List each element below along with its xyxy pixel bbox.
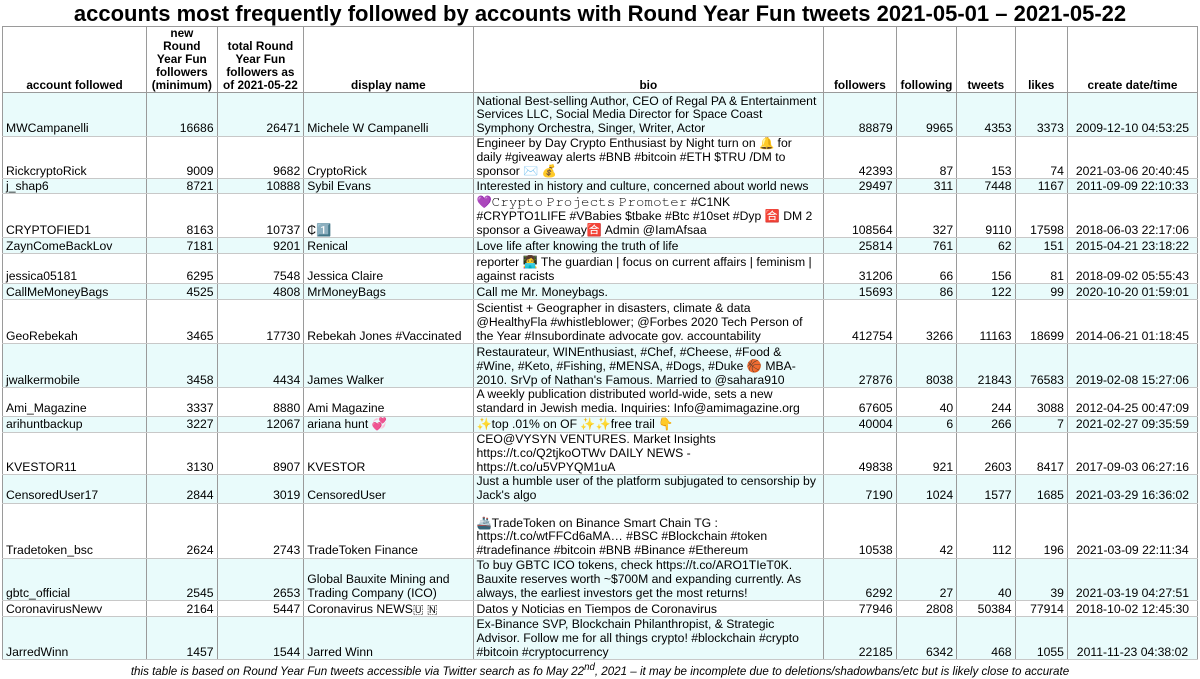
cell-display-name: Rebekah Jones #Vaccinated <box>304 300 473 344</box>
cell-bio: ✨top .01% on OF ✨✨free trail 👇 <box>473 416 824 432</box>
cell-account: jwalkermobile <box>3 344 147 388</box>
cell-likes: 8417 <box>1015 432 1067 474</box>
col-header-bio: bio <box>473 27 824 93</box>
cell-tweets: 4353 <box>957 93 1015 137</box>
cell-likes: 77914 <box>1015 601 1067 617</box>
cell-total-followers: 4434 <box>217 344 304 388</box>
cell-bio: 🚢TradeToken on Binance Smart Chain TG : https://t.co/wtFFCd6aMA… #BSC #Blockchain #token #tradefinance #bitcoin #BNB #Binance #Ethereum <box>473 503 824 558</box>
cell-new-followers: 3458 <box>147 344 218 388</box>
cell-tweets: 122 <box>957 284 1015 300</box>
cell-likes: 7 <box>1015 416 1067 432</box>
cell-following: 327 <box>896 194 956 238</box>
cell-create-date: 2020-10-20 01:59:01 <box>1067 284 1197 300</box>
col-header-total-followers: total Round Year Fun followers as of 2021-05-22 <box>217 27 304 93</box>
cell-tweets: 1577 <box>957 475 1015 504</box>
table-row <box>3 194 1198 238</box>
cell-followers: 22185 <box>824 617 897 660</box>
cell-tweets: 2603 <box>957 432 1015 474</box>
cell-create-date: 2021-03-06 20:40:45 <box>1067 137 1197 179</box>
cell-account: CensoredUser17 <box>3 475 147 504</box>
cell-create-date: 2009-12-10 04:53:25 <box>1067 93 1197 137</box>
cell-bio: reporter 👩‍💻 The guardian | focus on current affairs | feminism | against racists <box>473 254 824 284</box>
cell-account: ZaynComeBackLov <box>3 238 147 254</box>
cell-new-followers: 3465 <box>147 300 218 344</box>
cell-tweets: 112 <box>957 503 1015 558</box>
cell-followers: 67605 <box>824 388 897 417</box>
cell-followers: 10538 <box>824 503 897 558</box>
cell-display-name: ariana hunt 💞 <box>304 416 473 432</box>
table-row <box>3 344 1198 388</box>
cell-bio: Engineer by Day Crypto Enthusiast by Night turn on 🔔 for daily #giveaway alerts #BNB #bitcoin #ETH $TRU /DM to sponsor ✉️ 💰 <box>473 137 824 179</box>
cell-likes: 3088 <box>1015 388 1067 417</box>
cell-following: 3266 <box>896 300 956 344</box>
table-row <box>3 601 1198 617</box>
cell-display-name: CryptoRick <box>304 137 473 179</box>
table-row <box>3 254 1198 284</box>
page-title: accounts most frequently followed by accounts with Round Year Fun tweets 2021-05-01 – 2021-05-22 <box>73 1 1127 26</box>
cell-likes: 3373 <box>1015 93 1067 137</box>
cell-display-name: CensoredUser <box>304 475 473 504</box>
cell-account: arihuntbackup <box>3 416 147 432</box>
cell-likes: 196 <box>1015 503 1067 558</box>
cell-followers: 15693 <box>824 284 897 300</box>
cell-following: 87 <box>896 137 956 179</box>
cell-total-followers: 4808 <box>217 284 304 300</box>
table-row <box>3 300 1198 344</box>
cell-display-name: Coronavirus NEWS🇺 🇳 <box>304 601 473 617</box>
cell-likes: 1685 <box>1015 475 1067 504</box>
cell-account: GeoRebekah <box>3 300 147 344</box>
cell-new-followers: 2545 <box>147 558 218 600</box>
cell-display-name: KVESTOR <box>304 432 473 474</box>
cell-create-date: 2017-09-03 06:27:16 <box>1067 432 1197 474</box>
table-row <box>3 93 1198 137</box>
cell-new-followers: 1457 <box>147 617 218 660</box>
cell-tweets: 7448 <box>957 179 1015 194</box>
cell-tweets: 21843 <box>957 344 1015 388</box>
cell-following: 921 <box>896 432 956 474</box>
cell-display-name: Global Bauxite Mining and Trading Company (ICO) <box>304 558 473 600</box>
cell-new-followers: 6295 <box>147 254 218 284</box>
cell-following: 6342 <box>896 617 956 660</box>
cell-account: CoronavirusNewv <box>3 601 147 617</box>
footnote-text-after: , 2021 – it may be incomplete due to deletions/shadowbans/etc but is likely close to accurate <box>594 665 1070 679</box>
cell-bio: To buy GBTC ICO tokens, check https://t.co/ARO1TIeT0K. Bauxite reserves worth ~$700M and expanding currently. As always, the earliest investors get the most returns! <box>473 558 824 600</box>
table-row <box>3 137 1198 179</box>
cell-new-followers: 16686 <box>147 93 218 137</box>
col-header-new-followers: new Round Year Fun followers (minimum) <box>147 27 218 93</box>
cell-account: jessica05181 <box>3 254 147 284</box>
cell-bio: Restaurateur, WINEnthusiast, #Chef, #Cheese, #Food & #Wine, #Keto, #Fishing, #MENSA, #Dogs, #Duke 🏀 MBA-2010. SrVp of Nathan's Famous. Married to @sahara910 <box>473 344 824 388</box>
cell-account: RickcryptoRick <box>3 137 147 179</box>
cell-followers: 88879 <box>824 93 897 137</box>
col-header-followers: followers <box>824 27 897 93</box>
cell-account: CRYPTOFIED1 <box>3 194 147 238</box>
cell-bio: Love life after knowing the truth of life <box>473 238 824 254</box>
cell-account: Ami_Magazine <box>3 388 147 417</box>
cell-tweets: 156 <box>957 254 1015 284</box>
cell-likes: 1055 <box>1015 617 1067 660</box>
cell-display-name: James Walker <box>304 344 473 388</box>
cell-new-followers: 2164 <box>147 601 218 617</box>
table-row <box>3 388 1198 417</box>
cell-likes: 99 <box>1015 284 1067 300</box>
cell-bio: 💜𝙲𝚛𝚢𝚙𝚝𝚘 𝙿𝚛𝚘𝚓𝚎𝚌𝚝𝚜 𝙿𝚛𝚘𝚖𝚘𝚝𝚎𝚛 #C1NK #CRYPTO1LIFE #VBabies $tbake #Btc #10set #Dyp 🈴 DM 2 sponsor a Giveaway🈴 Admin @IamAfsaa <box>473 194 824 238</box>
table-row <box>3 416 1198 432</box>
cell-followers: 6292 <box>824 558 897 600</box>
cell-create-date: 2018-06-03 22:17:06 <box>1067 194 1197 238</box>
cell-followers: 77946 <box>824 601 897 617</box>
cell-bio: Just a humble user of the platform subjugated to censorship by Jack's algo <box>473 475 824 504</box>
col-header-likes: likes <box>1015 27 1067 93</box>
cell-display-name: Jarred Winn <box>304 617 473 660</box>
cell-create-date: 2014-06-21 01:18:45 <box>1067 300 1197 344</box>
cell-new-followers: 2624 <box>147 503 218 558</box>
table-row <box>3 475 1198 504</box>
cell-bio: CEO@VYSYN VENTURES. Market Insights https://t.co/Q2tjkoOTWv DAILY NEWS - https://t.co/u5VPYQM1uA <box>473 432 824 474</box>
cell-tweets: 153 <box>957 137 1015 179</box>
cell-bio: Scientist + Geographer in disasters, climate & data @HealthyFla #whistleblower; @Forbes 2020 Tech Person of the Year #Insubordinate advocate gov. accountability <box>473 300 824 344</box>
cell-likes: 76583 <box>1015 344 1067 388</box>
cell-new-followers: 3227 <box>147 416 218 432</box>
cell-new-followers: 7181 <box>147 238 218 254</box>
cell-total-followers: 17730 <box>217 300 304 344</box>
cell-new-followers: 2844 <box>147 475 218 504</box>
cell-total-followers: 10737 <box>217 194 304 238</box>
cell-create-date: 2021-03-19 04:27:51 <box>1067 558 1197 600</box>
cell-create-date: 2011-11-23 04:38:02 <box>1067 617 1197 660</box>
cell-bio: National Best-selling Author, CEO of Regal PA & Entertainment Services LLC, Social Media Director for Space Coast Symphony Orchestra, Singer, Writer, Actor <box>473 93 824 137</box>
cell-likes: 1167 <box>1015 179 1067 194</box>
cell-following: 2808 <box>896 601 956 617</box>
col-header-account: account followed <box>3 27 147 93</box>
table-row <box>3 238 1198 254</box>
footnote-text-before: this table is based on Round Year Fun tweets accessible via Twitter search as fo May 22 <box>130 665 585 679</box>
cell-new-followers: 3337 <box>147 388 218 417</box>
cell-total-followers: 9201 <box>217 238 304 254</box>
cell-followers: 40004 <box>824 416 897 432</box>
cell-tweets: 9110 <box>957 194 1015 238</box>
cell-total-followers: 3019 <box>217 475 304 504</box>
cell-followers: 49838 <box>824 432 897 474</box>
table-row <box>3 432 1198 474</box>
cell-followers: 29497 <box>824 179 897 194</box>
cell-create-date: 2019-02-08 15:27:06 <box>1067 344 1197 388</box>
cell-total-followers: 10888 <box>217 179 304 194</box>
table-row <box>3 179 1198 194</box>
cell-likes: 74 <box>1015 137 1067 179</box>
table-row <box>3 503 1198 558</box>
cell-account: MWCampanelli <box>3 93 147 137</box>
cell-total-followers: 8907 <box>217 432 304 474</box>
cell-display-name: Ami Magazine <box>304 388 473 417</box>
footnote-sup: nd <box>584 662 595 674</box>
table-row <box>3 284 1198 300</box>
cell-likes: 151 <box>1015 238 1067 254</box>
cell-following: 42 <box>896 503 956 558</box>
cell-total-followers: 2743 <box>217 503 304 558</box>
cell-account: j_shap6 <box>3 179 147 194</box>
cell-bio: Datos y Noticias en Tiempos de Coronavirus <box>473 601 824 617</box>
cell-following: 8038 <box>896 344 956 388</box>
cell-create-date: 2018-10-02 12:45:30 <box>1067 601 1197 617</box>
cell-display-name: MrMoneyBags <box>304 284 473 300</box>
col-header-following: following <box>896 27 956 93</box>
cell-likes: 17598 <box>1015 194 1067 238</box>
cell-total-followers: 8880 <box>217 388 304 417</box>
cell-display-name: Michele W Campanelli <box>304 93 473 137</box>
cell-followers: 42393 <box>824 137 897 179</box>
accounts-table <box>2 26 1198 660</box>
cell-create-date: 2021-03-09 22:11:34 <box>1067 503 1197 558</box>
cell-total-followers: 2653 <box>217 558 304 600</box>
cell-bio: Call me Mr. Moneybags. <box>473 284 824 300</box>
cell-create-date: 2018-09-02 05:55:43 <box>1067 254 1197 284</box>
cell-create-date: 2015-04-21 23:18:22 <box>1067 238 1197 254</box>
cell-account: JarredWinn <box>3 617 147 660</box>
cell-tweets: 40 <box>957 558 1015 600</box>
cell-following: 761 <box>896 238 956 254</box>
cell-total-followers: 1544 <box>217 617 304 660</box>
cell-followers: 412754 <box>824 300 897 344</box>
cell-following: 6 <box>896 416 956 432</box>
cell-new-followers: 8721 <box>147 179 218 194</box>
cell-total-followers: 9682 <box>217 137 304 179</box>
cell-new-followers: 3130 <box>147 432 218 474</box>
cell-display-name: Jessica Claire <box>304 254 473 284</box>
cell-total-followers: 5447 <box>217 601 304 617</box>
cell-following: 9965 <box>896 93 956 137</box>
cell-bio: Ex-Binance SVP, Blockchain Philanthropist, & Strategic Advisor. Follow me for all things crypto! #blockchain #crypto #bitcoin #cryptocurrency <box>473 617 824 660</box>
cell-create-date: 2021-03-29 16:36:02 <box>1067 475 1197 504</box>
cell-account: CallMeMoneyBags <box>3 284 147 300</box>
footnote <box>0 661 1200 679</box>
cell-followers: 31206 <box>824 254 897 284</box>
cell-followers: 108564 <box>824 194 897 238</box>
cell-following: 27 <box>896 558 956 600</box>
cell-create-date: 2021-02-27 09:35:59 <box>1067 416 1197 432</box>
cell-total-followers: 7548 <box>217 254 304 284</box>
cell-new-followers: 9009 <box>147 137 218 179</box>
table-body <box>3 93 1198 660</box>
cell-display-name: Renical <box>304 238 473 254</box>
cell-account: Tradetoken_bsc <box>3 503 147 558</box>
cell-following: 1024 <box>896 475 956 504</box>
cell-account: KVESTOR11 <box>3 432 147 474</box>
header-row <box>3 27 1198 93</box>
cell-display-name: TradeToken Finance <box>304 503 473 558</box>
cell-total-followers: 12067 <box>217 416 304 432</box>
table-row <box>3 558 1198 600</box>
cell-create-date: 2011-09-09 22:10:33 <box>1067 179 1197 194</box>
cell-display-name: ₵1️⃣ <box>304 194 473 238</box>
cell-following: 40 <box>896 388 956 417</box>
cell-following: 66 <box>896 254 956 284</box>
cell-total-followers: 26471 <box>217 93 304 137</box>
cell-tweets: 11163 <box>957 300 1015 344</box>
cell-followers: 27876 <box>824 344 897 388</box>
cell-create-date: 2012-04-25 00:47:09 <box>1067 388 1197 417</box>
cell-tweets: 244 <box>957 388 1015 417</box>
cell-account: gbtc_official <box>3 558 147 600</box>
cell-likes: 39 <box>1015 558 1067 600</box>
cell-following: 86 <box>896 284 956 300</box>
cell-following: 311 <box>896 179 956 194</box>
cell-followers: 7190 <box>824 475 897 504</box>
cell-bio: A weekly publication distributed world-wide, sets a new standard in Jewish media. Inquiries: Info@amimagazine.org <box>473 388 824 417</box>
cell-tweets: 62 <box>957 238 1015 254</box>
cell-likes: 18699 <box>1015 300 1067 344</box>
col-header-tweets: tweets <box>957 27 1015 93</box>
cell-followers: 25814 <box>824 238 897 254</box>
cell-display-name: Sybil Evans <box>304 179 473 194</box>
cell-new-followers: 8163 <box>147 194 218 238</box>
table-row <box>3 617 1198 660</box>
cell-new-followers: 4525 <box>147 284 218 300</box>
cell-tweets: 468 <box>957 617 1015 660</box>
col-header-display-name: display name <box>304 27 473 93</box>
cell-tweets: 50384 <box>957 601 1015 617</box>
cell-bio: Interested in history and culture, concerned about world news <box>473 179 824 194</box>
cell-likes: 81 <box>1015 254 1067 284</box>
cell-tweets: 266 <box>957 416 1015 432</box>
col-header-create-date: create date/time <box>1067 27 1197 93</box>
